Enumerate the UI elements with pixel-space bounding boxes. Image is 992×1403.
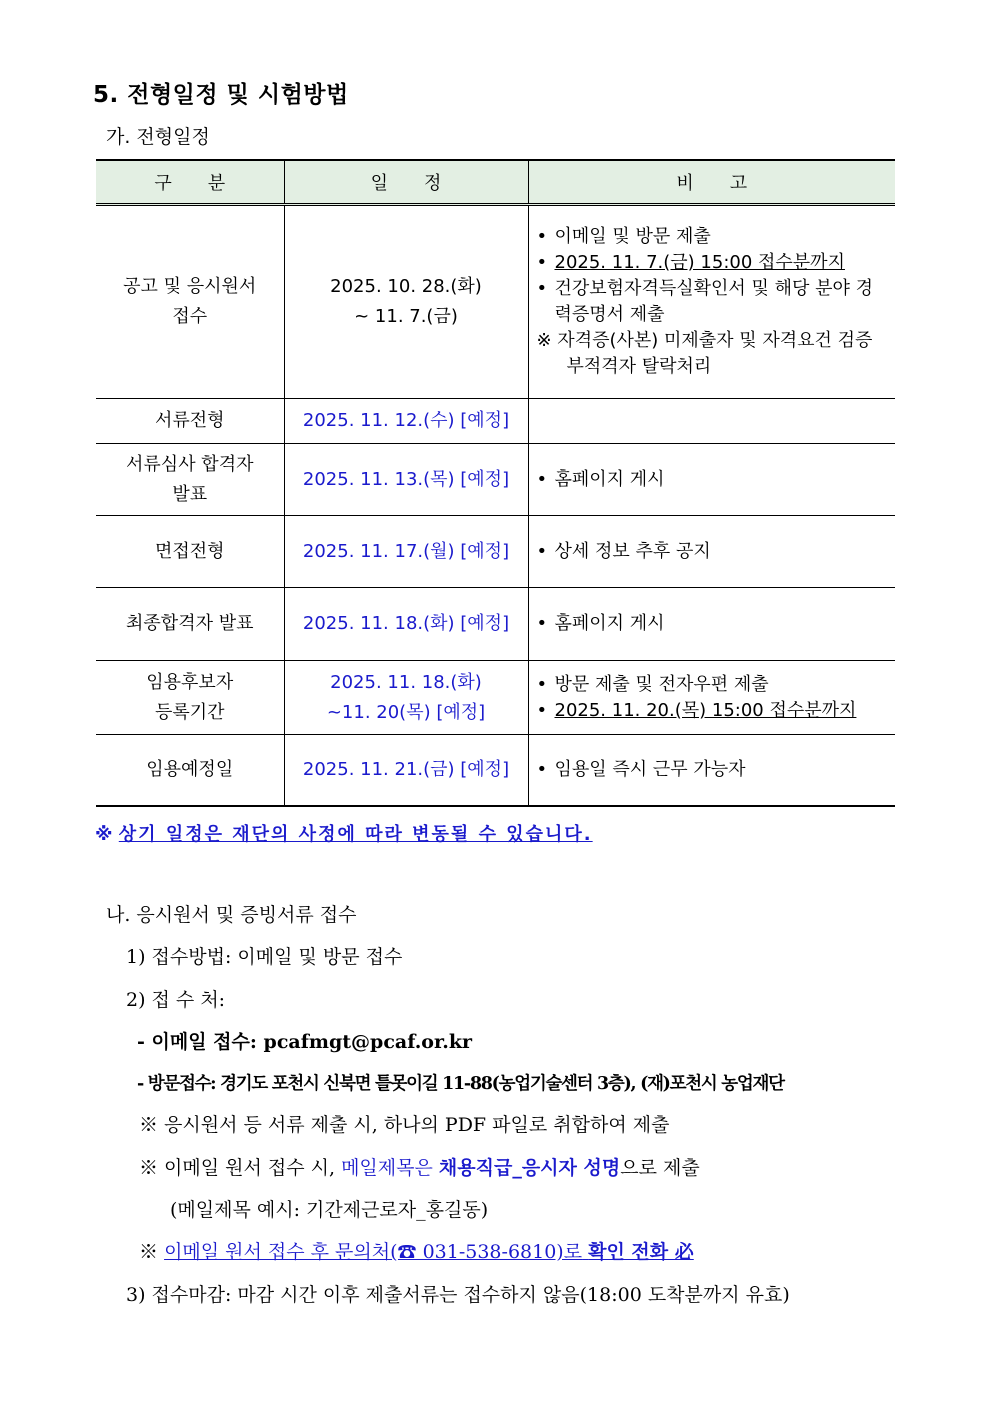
- remark-bullet: [537, 672, 888, 698]
- schedule-text: 2025. 10. 28.(화): [330, 276, 482, 297]
- warning-mark: ※: [95, 824, 113, 845]
- pdf-note: ※ 응시원서 등 서류 제출 시, 하나의 PDF 파일로 취합하여 제출: [139, 1114, 670, 1136]
- email-label: - 이메일 접수:: [137, 1031, 257, 1053]
- category-text: 공고 및 응시원서: [123, 276, 257, 297]
- remark-bullet: [537, 611, 888, 637]
- remark-text: ※ 자격증(사본) 미제출자 및 자격요건 검증: [536, 330, 873, 351]
- cell-remarks: [528, 661, 895, 735]
- table-header-row: [96, 160, 895, 205]
- remark-bullet: [537, 698, 888, 724]
- email-line: [137, 1027, 472, 1054]
- category-text: 면접전형: [154, 540, 225, 562]
- subject-note-a: ※ 이메일 원서 접수 시,: [139, 1157, 336, 1179]
- schedule-table: [96, 159, 895, 807]
- deadline-line: 3) 접수마감: 마감 시간 이후 제출서류는 접수하지 않음(18:00 도착분까지 유효): [126, 1284, 790, 1306]
- table-row: [96, 516, 895, 588]
- category-text: 임용예정일: [146, 758, 234, 780]
- table-row: [96, 661, 895, 735]
- cell-schedule: [284, 516, 528, 588]
- remark-bullet: [537, 276, 888, 328]
- cell-schedule: [284, 588, 528, 661]
- subject-note-c: 채용직급_응시자 성명: [438, 1157, 621, 1179]
- category-text: 서류심사 합격자: [126, 453, 254, 475]
- category-text: 최종합격자 발표: [126, 613, 254, 634]
- category-text: 등록기간: [154, 701, 225, 723]
- schedule-text: 2025. 11. 17.(월) [예정]: [302, 540, 510, 562]
- cell-category: [96, 516, 284, 588]
- category-text: 서류전형: [154, 410, 225, 431]
- remark-text: 홈페이지 게시: [554, 468, 665, 490]
- subject-note-b: 메일제목은: [341, 1157, 433, 1179]
- cell-category: [96, 399, 284, 444]
- table-row: [96, 735, 895, 806]
- remark-bullet: [537, 250, 888, 276]
- remark-text: 방문 제출 및 전자우편 제출: [554, 673, 769, 695]
- cell-schedule: [284, 661, 528, 735]
- cell-remarks: [528, 588, 895, 661]
- method-line: 1) 접수방법: 이메일 및 방문 접수: [126, 946, 403, 968]
- category-text: 발표: [172, 483, 208, 505]
- category-text: 임용후보자: [146, 671, 234, 693]
- phone-note-text: [164, 1241, 694, 1263]
- cell-schedule: [284, 399, 528, 444]
- place-line: 2) 접 수 처:: [126, 989, 226, 1011]
- cell-category: [96, 444, 284, 516]
- table-row: [96, 205, 895, 399]
- visit-label: - 방문접수:: [137, 1074, 216, 1094]
- remark-continuation: [537, 354, 888, 380]
- schedule-text: 2025. 11. 18.(화): [330, 671, 482, 693]
- cell-remarks: [528, 444, 895, 516]
- subsection-a-title: 가. 전형일정: [106, 126, 210, 148]
- schedule-text: ~ 11. 7.(금): [354, 306, 458, 327]
- schedule-text: 2025. 11. 12.(수) [예정]: [302, 410, 510, 431]
- cell-schedule: [284, 735, 528, 806]
- remark-text: 임용일 즉시 근무 가능자: [554, 758, 746, 780]
- remark-text: 이메일 및 방문 제출: [554, 226, 711, 247]
- cell-category: [96, 661, 284, 735]
- remark-text: 2025. 11. 7.(금) 15:00 접수분까지: [554, 252, 845, 273]
- remark-bullet: [537, 757, 888, 783]
- schedule-text: 2025. 11. 18.(화) [예정]: [302, 613, 510, 634]
- remark-text: 2025. 11. 20.(목) 15:00 접수분까지: [554, 699, 857, 721]
- phone-note-mark: ※: [139, 1241, 159, 1263]
- email-address[interactable]: pcafmgt@pcaf.or.kr: [263, 1031, 473, 1053]
- visit-line: [137, 1070, 784, 1095]
- schedule-change-warning: [95, 820, 593, 846]
- subsection-b-title: 나. 응시원서 및 증빙서류 접수: [106, 904, 357, 926]
- header-remarks: 비 고: [528, 160, 895, 205]
- phone-note-bold: 확인 전화 必: [588, 1241, 694, 1263]
- remark-text: 홈페이지 게시: [554, 613, 665, 634]
- cell-schedule: [284, 205, 528, 399]
- section-title: 5. 전형일정 및 시험방법: [93, 82, 349, 108]
- table-row: [96, 588, 895, 661]
- cell-remarks: [528, 205, 895, 399]
- cell-category: [96, 205, 284, 399]
- table-row: [96, 444, 895, 516]
- warning-text: 상기 일정은 재단의 사정에 따라 변동될 수 있습니다.: [118, 824, 593, 845]
- remark-reference: [537, 328, 888, 354]
- cell-schedule: [284, 444, 528, 516]
- table-row: [96, 399, 895, 444]
- header-schedule: 일 정: [284, 160, 528, 205]
- subject-example: (메일제목 예시: 기간제근로자_홍길동): [170, 1199, 489, 1221]
- cell-category: [96, 735, 284, 806]
- remark-text: 상세 정보 추후 공지: [554, 540, 711, 562]
- schedule-text: 2025. 11. 13.(목) [예정]: [302, 468, 510, 490]
- subject-note-d: 으로 제출: [620, 1157, 700, 1179]
- cell-remarks: [528, 516, 895, 588]
- cell-remarks: [528, 399, 895, 444]
- remark-bullet: [537, 539, 888, 565]
- remark-text: 건강보험자격득실확인서 및 해당 분야 경력증명서 제출: [554, 278, 873, 325]
- phone-note: [139, 1237, 694, 1264]
- phone-note-main: 이메일 원서 접수 후 문의처(☎ 031-538-6810)로: [164, 1241, 583, 1263]
- cell-category: [96, 588, 284, 661]
- visit-address: 경기도 포천시 신북면 틀못이길 11-88(농업기술센터 3층), (재)포천시 농업재단: [220, 1074, 784, 1094]
- cell-remarks: [528, 735, 895, 806]
- remark-bullet: [537, 224, 888, 250]
- subject-note: [139, 1153, 700, 1180]
- remark-text: 부적격자 탈락처리: [566, 356, 712, 377]
- schedule-text: ~11. 20(목) [예정]: [326, 701, 486, 723]
- schedule-text: 2025. 11. 21.(금) [예정]: [302, 758, 510, 780]
- category-text: 접수: [172, 306, 208, 327]
- remark-bullet: [537, 467, 888, 493]
- header-category: 구 분: [96, 160, 284, 205]
